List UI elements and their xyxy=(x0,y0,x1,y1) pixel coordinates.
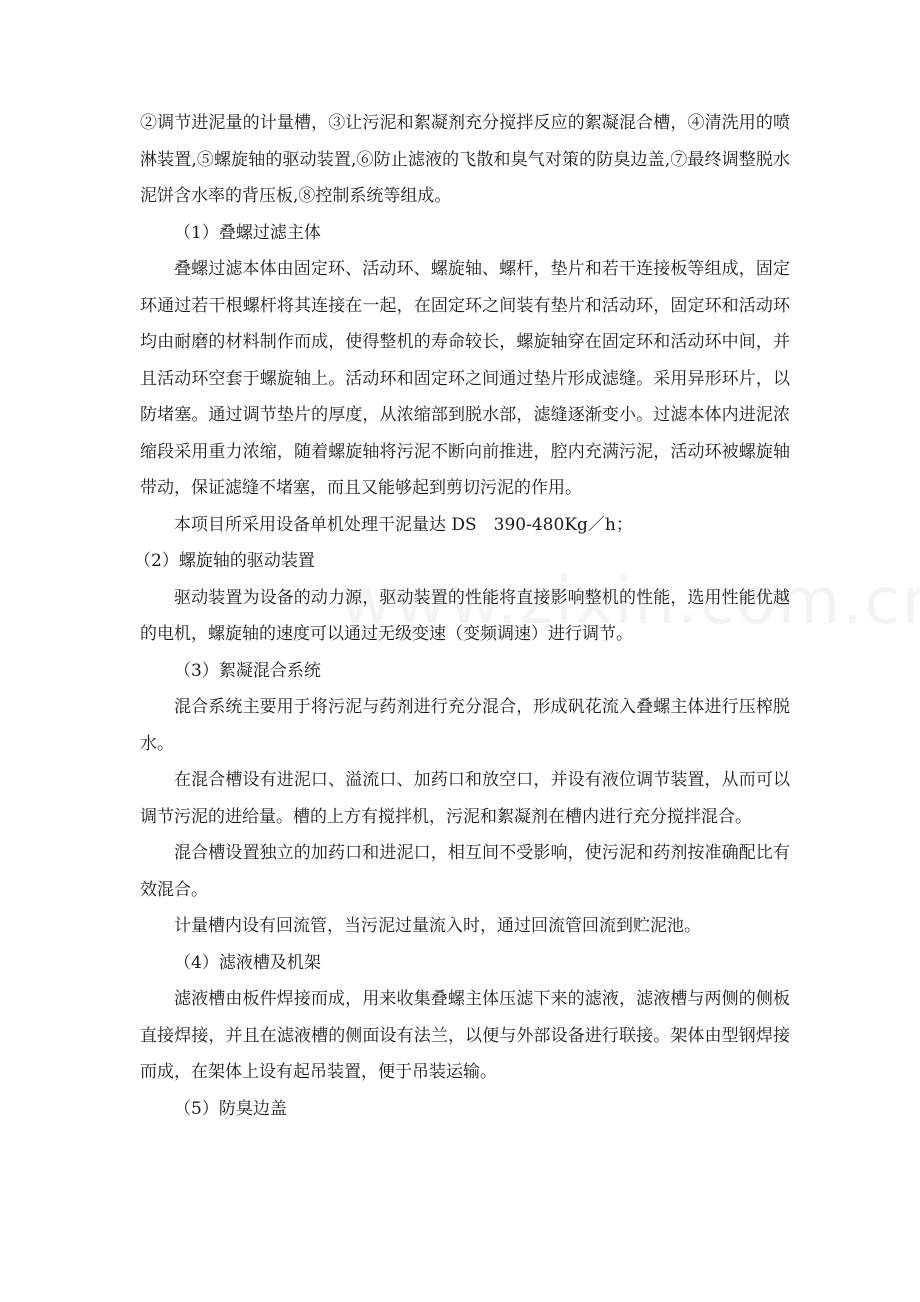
section-heading-stacked-filter-body: （1）叠螺过滤主体 xyxy=(174,222,321,243)
mixing-tank-paragraph: 在混合槽设有进泥口、溢流口、加药口和放空口，并设有液位调节装置，从而可以调节污泥的进给量。槽的上方有搅拌机，污泥和絮凝剂在槽内进行充分搅拌混合。 xyxy=(140,770,790,827)
section-heading-drive-unit: （2）螺旋轴的驱动装置 xyxy=(134,551,315,571)
section-heading-flocculation-mixing: （3）絮凝混合系统 xyxy=(174,660,321,681)
drive-unit-paragraph: 驱动装置为设备的动力源，驱动装置的性能将直接影响整机的性能，选用性能优越的电机，螺旋轴的速度可以通过无级变速（变频调速）进行调节。 xyxy=(140,587,790,644)
mixing-system-paragraph: 混合系统主要用于将污泥与药剂进行充分混合，形成矾花流入叠螺主体进行压榨脱水。 xyxy=(140,697,790,754)
section-heading-filtrate-tank: （4）滤液槽及机架 xyxy=(174,952,321,973)
section-heading-odor-cover: （5）防臭边盖 xyxy=(174,1098,287,1119)
document-body xyxy=(134,105,790,1127)
filter-body-paragraph: 叠螺过滤本体由固定环、活动环、螺旋轴、螺杆，垫片和若干连接板等组成，固定环通过若干根螺杆将其连接在一起，在固定环之间装有垫片和活动环，固定环和活动环均由耐磨的材料制作而成，使得整机的寿命较长，螺旋轴穿在固定环和活动环中间，并且活动环空套于螺旋轴上。活动环和固定环之间通过垫片形成滤缝。采用异形环片，以防堵塞。通过调节垫片的厚度，从浓缩部到脱水部，滤缝逐渐变小。过滤本体内进泥浓缩段采用重力浓缩，随着螺旋轴将污泥不断向前推进，腔内充满污泥，活动环被螺旋轴带动，保证滤缝不堵塞，而且又能够起到剪切污泥的作用。 xyxy=(140,259,790,498)
filtrate-tank-paragraph: 滤液槽由板件焊接而成，用来收集叠螺主体压滤下来的滤液，滤液槽与两侧的侧板直接焊接，并且在滤液槽的侧面设有法兰，以便与外部设备进行联接。架体由型钢焊接而成，在架体上设有起吊装置，便于吊装运输。 xyxy=(140,989,790,1082)
component-list-paragraph: ②调节进泥量的计量槽，③让污泥和絮凝剂充分搅拌反应的絮凝混合槽，④清洗用的喷淋装置,⑤螺旋轴的驱动装置,⑥防止滤液的飞散和臭气对策的防臭边盖,⑦最终调整脱水泥饼含水率的背压板,⑧控制系统等组成。 xyxy=(140,113,790,206)
capacity-paragraph: 本项目所采用设备单机处理干泥量达 DS 390-480Kg／h； xyxy=(174,514,633,535)
return-pipe-paragraph: 计量槽内设有回流管，当污泥过量流入时，通过回流管回流到贮泥池。 xyxy=(174,916,701,936)
dosing-inlet-paragraph: 混合槽设置独立的加药口和进泥口，相互间不受影响，使污泥和药剂按准确配比有效混合。 xyxy=(140,843,790,900)
